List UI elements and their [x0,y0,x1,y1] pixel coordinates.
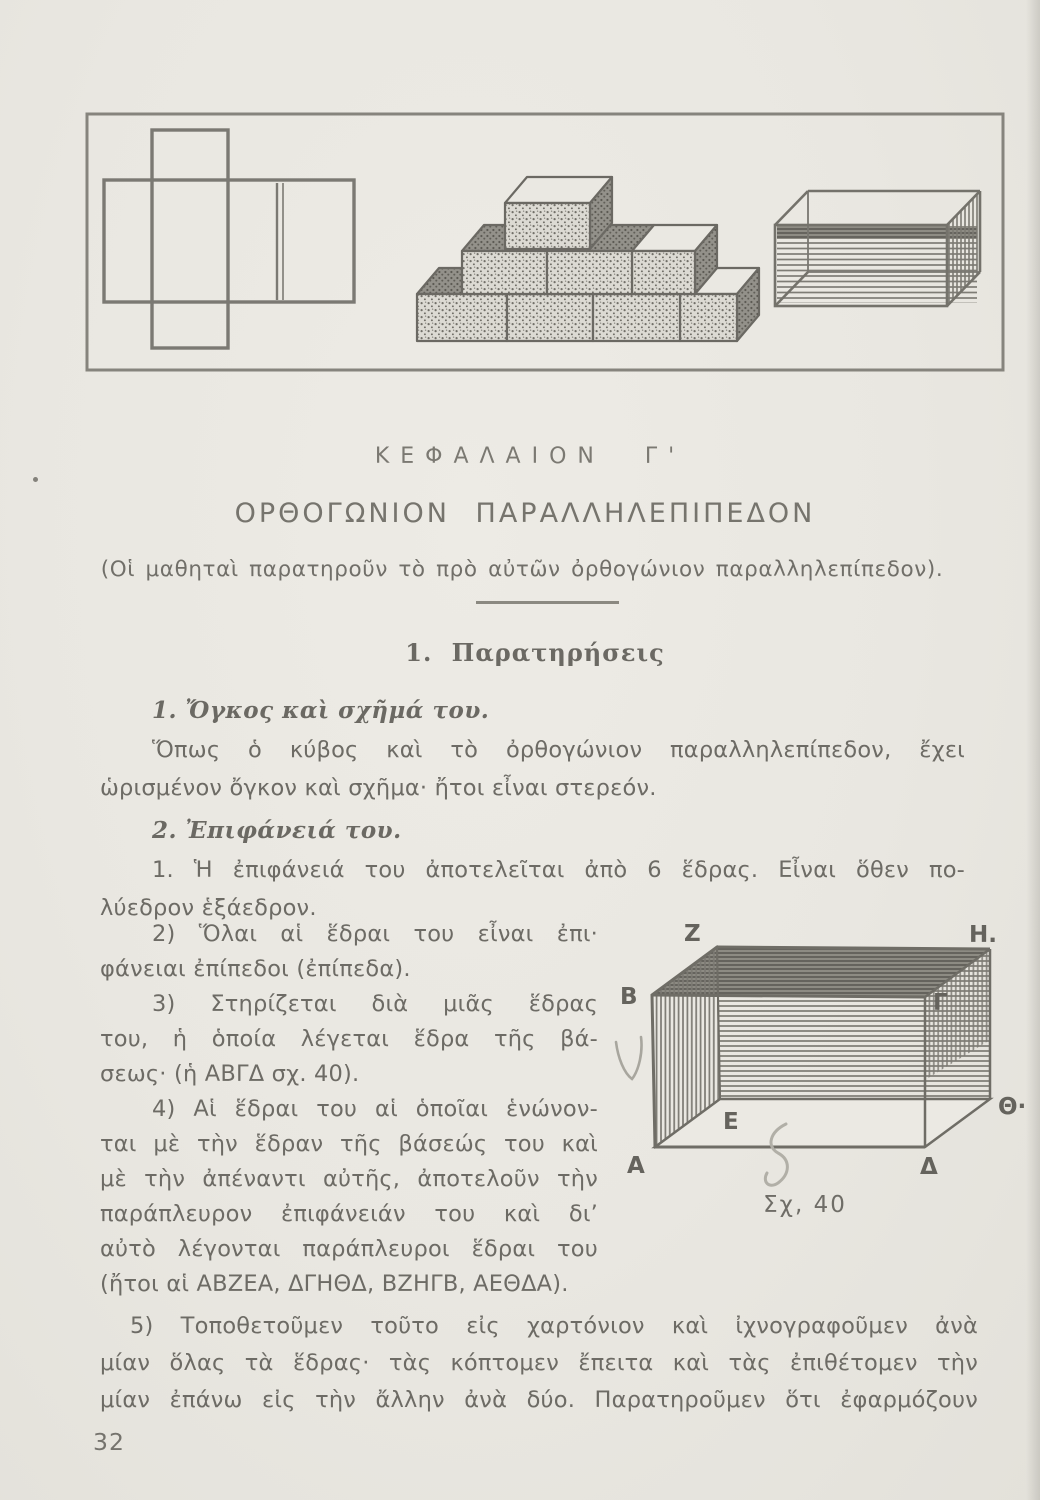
body-line: 1. Ἡ ἐπιφάνειά του ἀποτελεῖται ἀπὸ 6 ἕδρας. Εἶναι ὅθεν πο- [152,857,965,883]
figure-40 [575,895,1035,1240]
body-line: μίαν ἐπάνω εἰς τὴν ἄλλην ἀνὰ δύο. Παρατηροῦμεν ὅτι ἐφαρμόζουν [100,1387,978,1413]
subheading-surface: 2. Ἐπιφάνειά του. [152,817,402,844]
chapter-kicker: ΚΕΦΑΛΑΙΟΝ Γ' [374,444,686,469]
page-number: 32 [93,1428,125,1456]
paragraph-volume [100,690,965,807]
vertex-label-h: Η. [969,922,997,948]
body-line: μίαν ὅλας τὰ ἕδρας· τὰς κόπτομεν ἔπειτα καὶ τὰς ἐπιθέτομεν τὴν [100,1350,978,1376]
body-line: λύεδρον ἑξάεδρον. [100,894,317,921]
box-net-figure [104,130,354,348]
paragraph-faces [100,917,598,1302]
section-heading: 1. Παρατηρήσεις [405,638,665,667]
scan-speck [33,477,38,482]
chapter-title: ΟΡΘΟΓΩΝΙΟΝ ΠΑΡΑΛΛΗΛΕΠΙΠΕΔΟΝ [234,498,816,529]
vertex-label-a: Α [627,1153,645,1179]
body-line: Ὅπως ὁ κύβος καὶ τὸ ὀρθογώνιον παραλληλεπίπεδον, ἔχει [152,737,965,763]
figure-banner [80,108,1010,376]
vertex-label-g: Γ [933,990,948,1016]
body-line: αὐτὸ λέγονται παράπλευροι ἕδραι του [100,1236,598,1262]
wireframe-box-figure [775,191,980,306]
banner-illustrations [80,108,1010,376]
vertex-label-z: Ζ [684,921,701,947]
page-edge-shade [1026,0,1040,1500]
body-line: 3) Στηρίζεται διὰ μιᾶς ἕδρας [152,991,598,1017]
body-line: ται μὲ τὴν ἕδραν τῆς βάσεώς του καὶ [100,1131,598,1157]
vertex-label-th: Θ· [998,1094,1027,1120]
chapter-note: (Οἱ μαθηταὶ παρατηροῦν τὸ πρὸ αὐτῶν ὀρθογώνιον παραλληλεπίπεδον). [100,557,944,582]
body-line: μὲ τὴν ἀπέναντι αὐτῆς, ἀποτελοῦν τὴν [100,1166,598,1192]
brick-pyramid-figure [417,177,759,341]
body-line: (ἤτοι αἱ ΑΒΖΕΑ, ΔΓΗΘΔ, ΒΖΗΓΒ, ΑΕΘΔΑ). [100,1271,569,1297]
vertex-label-b: Β [620,984,638,1010]
body-line: φάνειαι ἐπίπεδοι (ἐπίπεδα). [100,956,411,982]
paragraph-cutout [100,1308,978,1419]
body-line: ὡρισμένον ὄγκον καὶ σχῆμα· ἤτοι εἶναι στερεόν. [100,774,657,801]
body-line: παράπλευρον ἐπιφάνειάν του καὶ δι’ [100,1201,598,1227]
body-line: 4) Αἱ ἕδραι του αἱ ὁποῖαι ἑνώνον- [152,1096,598,1122]
vertex-label-e: Ε [723,1109,739,1135]
body-line: 5) Τοποθετοῦμεν τοῦτο εἰς χαρτόνιον καὶ ἰχνογραφοῦμεν ἀνὰ [130,1313,978,1339]
body-line: 2) Ὅλαι αἱ ἕδραι του εἶναι ἐπι· [152,921,598,947]
subheading-volume: 1. Ὄγκος καὶ σχῆμά του. [152,697,490,724]
body-line: σεως· (ἡ ΑΒΓΔ σχ. 40). [100,1061,360,1087]
vertex-label-d: Δ [920,1154,938,1180]
body-line: του, ἡ ὁποία λέγεται ἕδρα τῆς βά- [100,1026,598,1052]
parallelepiped-drawing [652,947,990,1147]
figure-caption: Σχ, 40 [763,1192,847,1218]
divider-rule [476,601,619,604]
